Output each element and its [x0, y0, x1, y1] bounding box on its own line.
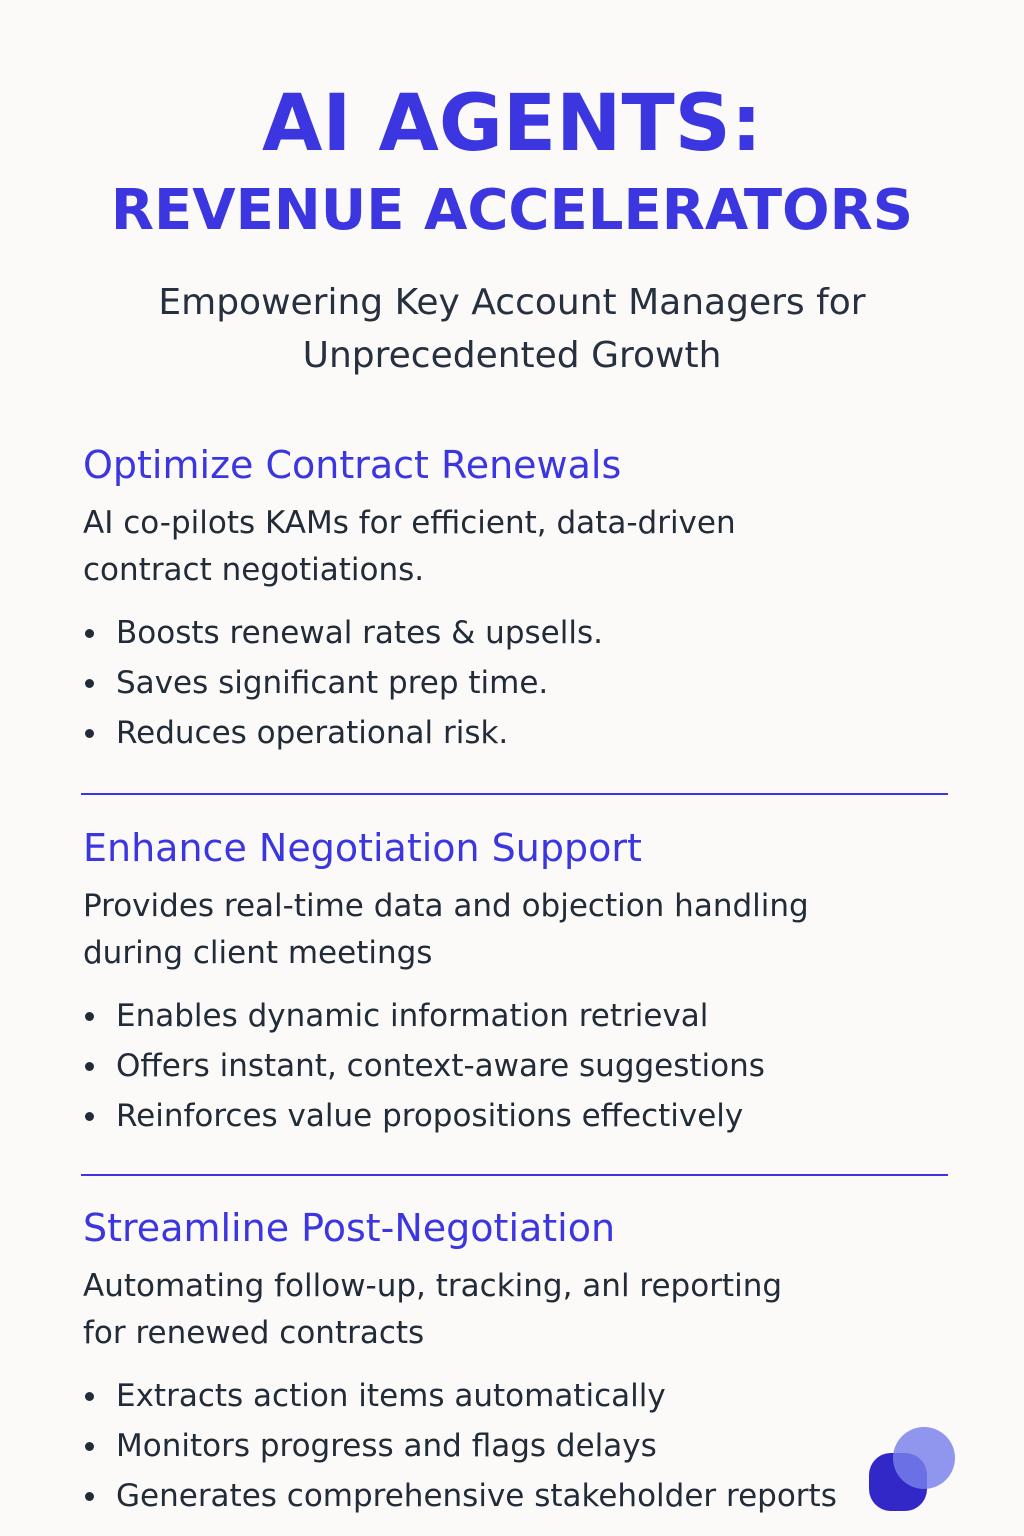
section-divider: [81, 1174, 948, 1176]
brand-logo-icon: [866, 1425, 958, 1517]
bullet-text: Enables dynamic information retrieval: [116, 998, 709, 1034]
section-description: AI co-pilots KAMs for efficient, data-driven contract negotiations.: [83, 505, 736, 588]
bullet-text: Monitors progress and flags delays: [116, 1428, 657, 1464]
bullet-text: Reinforces value propositions effectively: [116, 1098, 744, 1134]
logo-circle-shape: [893, 1427, 955, 1489]
bullet-item: [83, 1471, 948, 1521]
bullet-dot-icon: [85, 1442, 94, 1451]
section-heading: Enhance Negotiation Support: [83, 826, 642, 870]
bullet-dot-icon: [85, 1112, 94, 1121]
bullet-text: Generates comprehensive stakeholder reports: [116, 1478, 837, 1514]
bullet-text: Boosts renewal rates & upsells.: [116, 615, 603, 651]
section-post-negotiation: [83, 1203, 948, 1521]
bullet-text: Reduces operational risk.: [116, 715, 509, 751]
bullet-item: [83, 708, 948, 758]
bullet-item: [83, 1041, 948, 1091]
section-negotiation-support: [83, 823, 948, 1141]
page-subtitle: Empowering Key Account Managers for Unprecedented Growth: [158, 282, 866, 376]
bullet-dot-icon: [85, 1012, 94, 1021]
bullet-dot-icon: [85, 1492, 94, 1501]
page-title: AI AGENTS:: [261, 79, 763, 169]
bullet-text: Saves significant prep time.: [116, 665, 549, 701]
bullet-dot-icon: [85, 729, 94, 738]
bullet-item: [83, 608, 948, 658]
section-divider: [81, 793, 948, 795]
bullet-dot-icon: [85, 1062, 94, 1071]
bullet-text: Extracts action items automatically: [116, 1378, 666, 1414]
section-heading: Optimize Contract Renewals: [83, 443, 622, 487]
bullet-item: [83, 1091, 948, 1141]
section-heading: Streamline Post-Negotiation: [83, 1206, 616, 1250]
bullet-item: [83, 991, 948, 1041]
bullet-list: [83, 608, 948, 758]
bullet-dot-icon: [85, 629, 94, 638]
bullet-list: [83, 1371, 948, 1521]
section-contract-renewals: [83, 440, 948, 758]
bullet-dot-icon: [85, 1392, 94, 1401]
bullet-item: [83, 658, 948, 708]
section-description: Automating follow-up, tracking, anl reporting for renewed contracts: [83, 1268, 783, 1351]
page-title-secondary: REVENUE ACCELERATORS: [110, 178, 914, 243]
bullet-item: [83, 1371, 948, 1421]
bullet-text: Offers instant, context-aware suggestions: [116, 1048, 765, 1084]
section-description: Provides real-time data and objection handling during client meetings: [83, 888, 809, 971]
bullet-item: [83, 1421, 948, 1471]
bullet-list: [83, 991, 948, 1141]
bullet-dot-icon: [85, 679, 94, 688]
